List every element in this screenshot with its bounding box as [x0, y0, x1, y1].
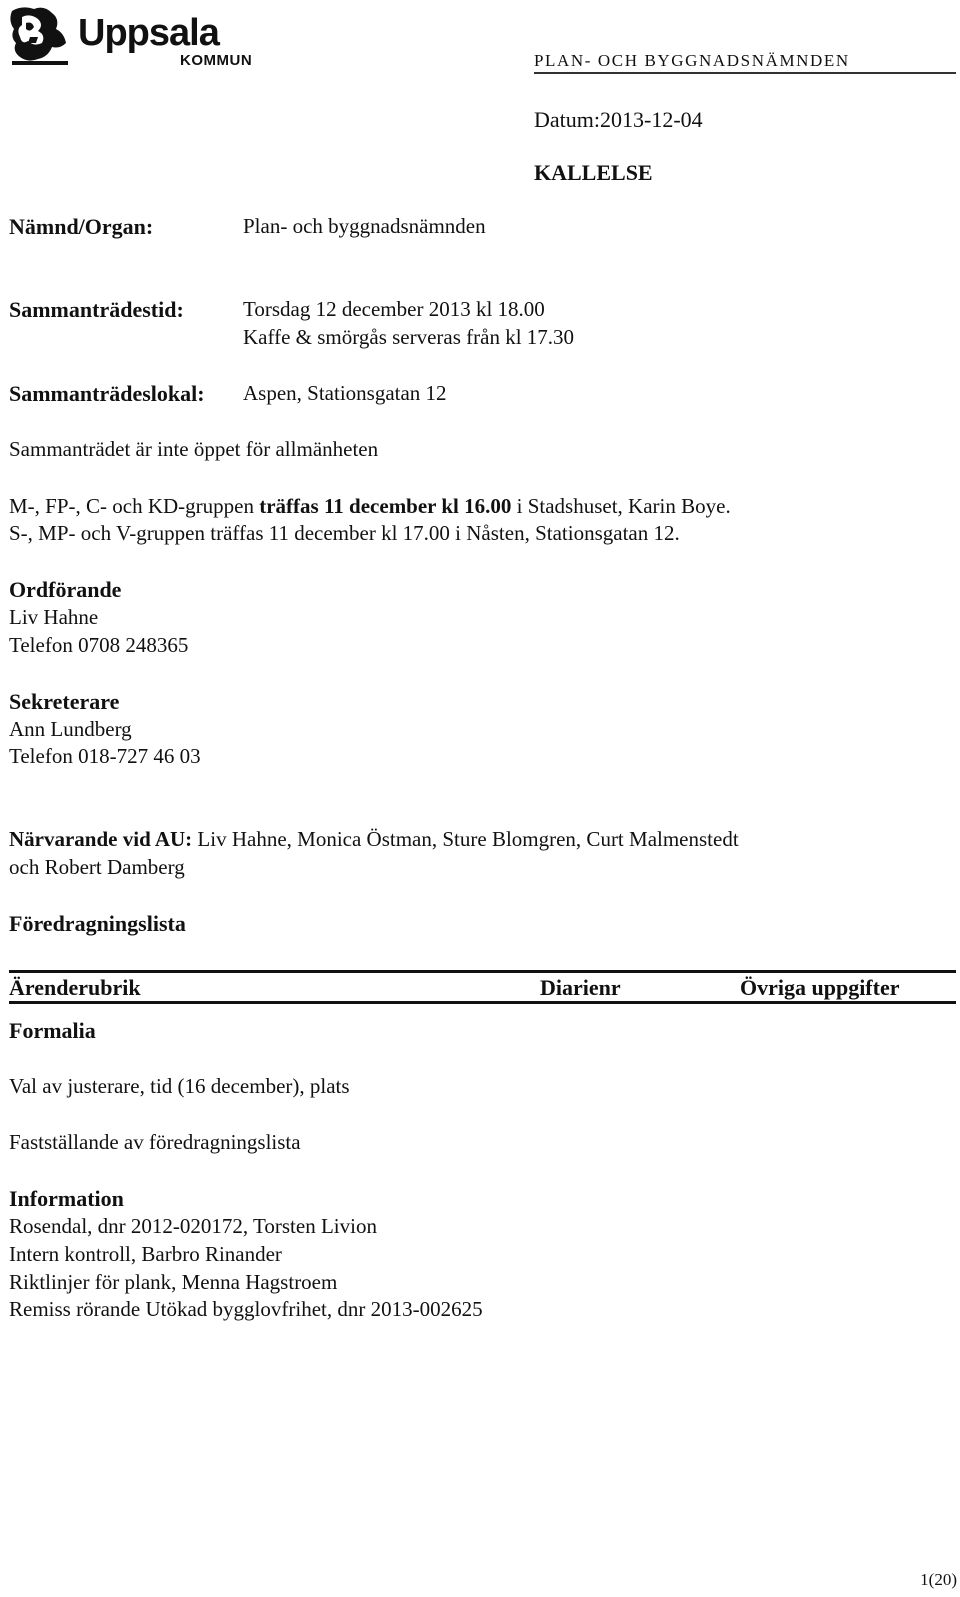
- meeting-location-value: Aspen, Stationsgatan 12: [243, 381, 447, 405]
- group-meeting-2: S-, MP- och V-gruppen träffas 11 december kl 17.00 i Nåsten, Stationsgatan 12.: [9, 521, 680, 545]
- department-name: PLAN- OCH BYGGNADSNÄMNDEN: [534, 51, 850, 70]
- column-header-subject: Ärenderubrik: [9, 975, 141, 1000]
- formalia-title: Formalia: [9, 1018, 96, 1043]
- logo-wordmark: Uppsala: [78, 12, 219, 54]
- agenda-item: Intern kontroll, Barbro Rinander: [9, 1242, 282, 1266]
- uppsala-kommun-logo: [8, 3, 270, 69]
- header-divider: [534, 72, 956, 74]
- organ-value: Plan- och byggnadsnämnden: [243, 214, 486, 238]
- agenda-item: Fastställande av föredragningslista: [9, 1130, 301, 1154]
- agenda-item: Riktlinjer för plank, Menna Hagstroem: [9, 1270, 338, 1294]
- attendance-line-2: och Robert Damberg: [9, 855, 185, 879]
- chair-phone: Telefon 0708 248365: [9, 633, 189, 657]
- attendance-line-1: [9, 827, 739, 852]
- meeting-location-label: Sammanträdeslokal:: [9, 381, 205, 406]
- column-header-diarienr: Diarienr: [540, 975, 621, 1000]
- public-access-note: Sammanträdet är inte öppet för allmänheten: [9, 437, 379, 461]
- meeting-time-value: Torsdag 12 december 2013 kl 18.00: [243, 297, 545, 321]
- group-meeting-1: [9, 494, 731, 519]
- group-meeting-1-part2: i Stadshuset, Karin Boye.: [511, 494, 731, 518]
- group-meeting-1-bold: träffas 11 december kl 16.00: [259, 494, 512, 518]
- group-meeting-1-part1: M-, FP-, C- och KD-gruppen: [9, 494, 260, 518]
- chair-name: Liv Hahne: [9, 605, 99, 629]
- agenda-title: Föredragningslista: [9, 911, 186, 936]
- secretary-title: Sekreterare: [9, 689, 120, 714]
- information-title: Information: [9, 1186, 124, 1211]
- organ-label: Nämnd/Organ:: [9, 214, 154, 239]
- agenda-header-top-rule: [9, 970, 956, 973]
- logo-subword: KOMMUN: [180, 52, 253, 69]
- meeting-refreshments: Kaffe & smörgås serveras från kl 17.30: [243, 325, 575, 349]
- secretary-phone: Telefon 018-727 46 03: [9, 744, 201, 768]
- page-number: 1(20): [920, 1570, 957, 1589]
- meeting-time-label: Sammanträdestid:: [9, 297, 184, 322]
- agenda-item: Val av justerare, tid (16 december), plats: [9, 1074, 350, 1098]
- agenda-item: Remiss rörande Utökad bygglovfrihet, dnr 2013-002625: [9, 1297, 483, 1321]
- agenda-header-bottom-rule: [9, 1001, 956, 1004]
- agenda-item: Rosendal, dnr 2012-020172, Torsten Livion: [9, 1214, 377, 1238]
- document-type: KALLELSE: [534, 160, 653, 185]
- chair-title: Ordförande: [9, 577, 122, 602]
- column-header-other-info: Övriga uppgifter: [740, 975, 900, 1000]
- attendance-label: Närvarande vid AU:: [9, 827, 193, 851]
- secretary-name: Ann Lundberg: [9, 717, 132, 741]
- document-date: Datum:2013-12-04: [534, 107, 703, 132]
- lion-crest-icon: [8, 3, 270, 69]
- attendance-names: Liv Hahne, Monica Östman, Sture Blomgren, Curt Malmenstedt: [192, 827, 739, 851]
